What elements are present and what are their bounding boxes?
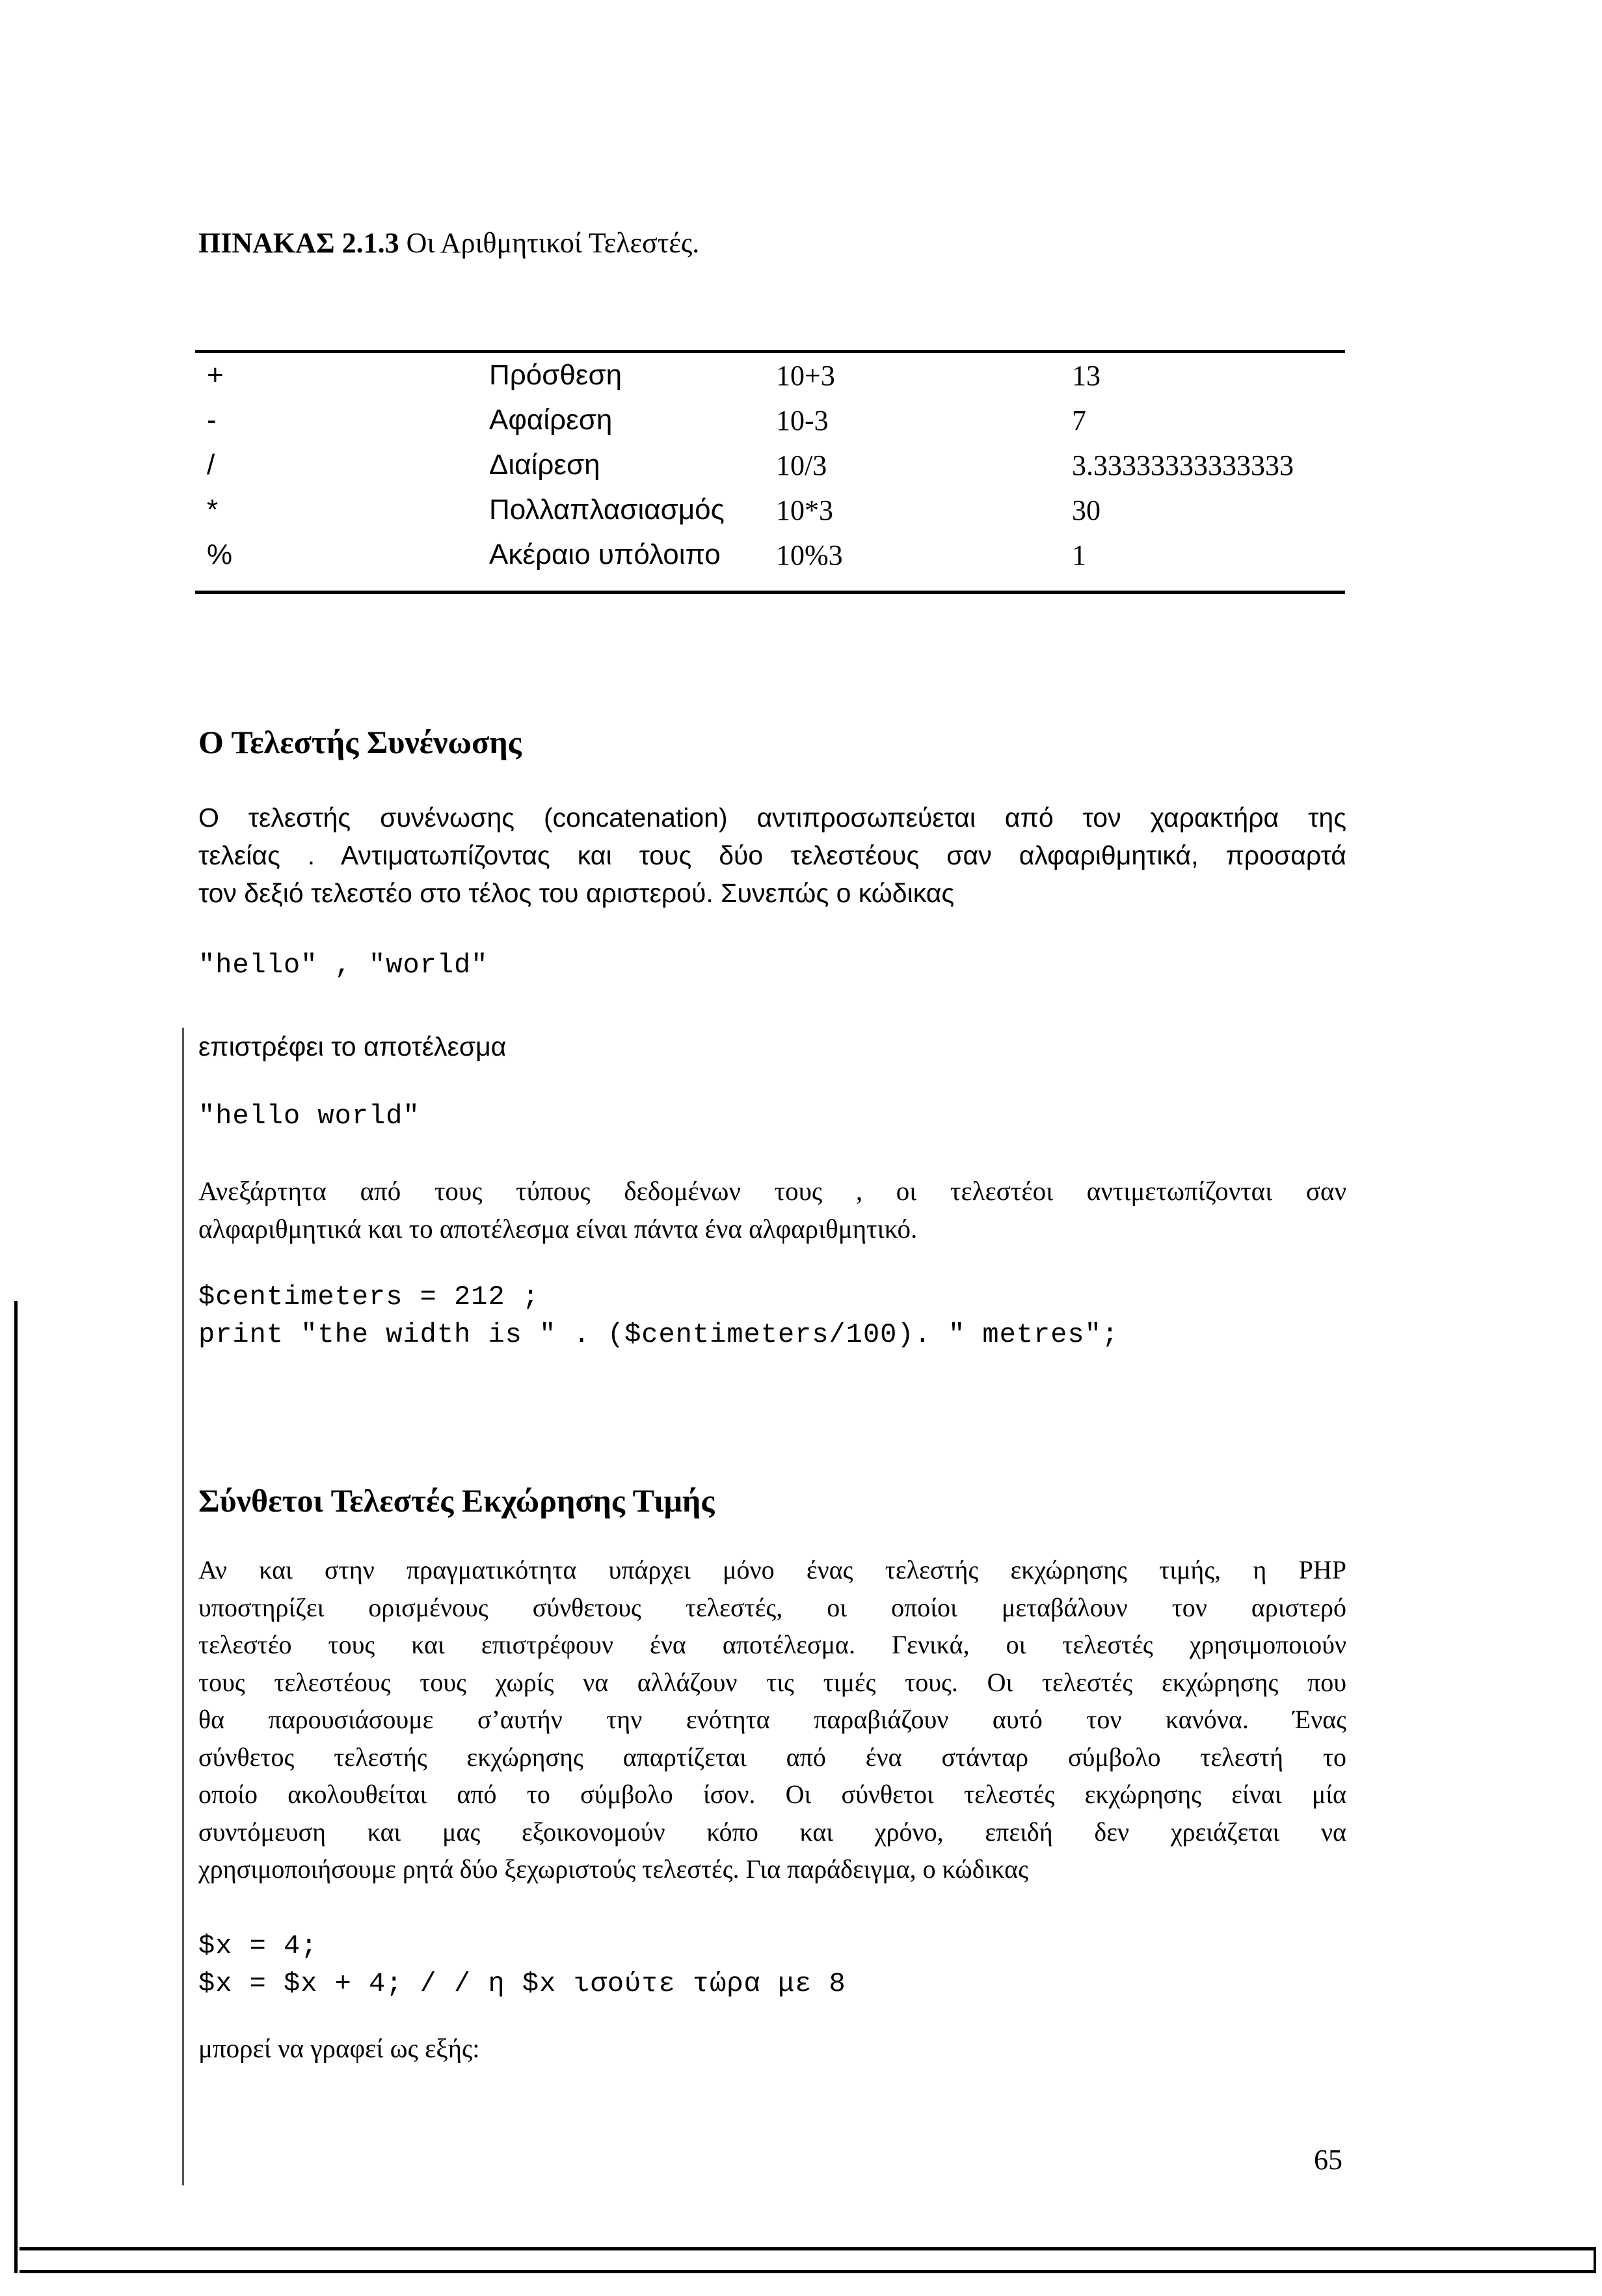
code-line: print "the width is " . ($centimeters/100). " metres"; (198, 1319, 1119, 1350)
table-row (0, 494, 1602, 539)
table-cell-name: Ακέραιο υπόλοιπο (489, 539, 721, 570)
table-cell-operator: / (207, 449, 215, 481)
table-row (0, 404, 1602, 449)
table-caption-text: Οι Αριθμητικοί Τελεστές. (406, 227, 700, 259)
table-cell-name: Πολλαπλασιασμός (489, 494, 725, 526)
code-line: "hello" , "world" (198, 950, 488, 981)
paragraph-line: συντόμευση και μας εξοικονομούν κόπο και χρόνο, επειδή δεν χρειάζεται να (198, 1817, 1346, 1847)
paragraph-line: τελεστέο τους και επιστρέφουν ένα αποτέλεσμα. Γενικά, οι τελεστές χρησιμοποιούν (198, 1630, 1346, 1659)
paragraph-line: θα παρουσιάσουμε σ’αυτήν την ενότητα παραβιάζουν αυτό τον κανόνα. Ένας (198, 1705, 1346, 1734)
table-row (0, 449, 1602, 494)
table-caption (198, 226, 699, 260)
paragraph-line: επιστρέφει το αποτέλεσμα (198, 1032, 507, 1061)
table-cell-operator: % (207, 539, 233, 570)
page-edge-left (14, 1301, 18, 2273)
scan-artifact-line (182, 1028, 184, 2185)
table-cell-name: Πρόσθεση (489, 359, 622, 391)
table-top-rule (195, 350, 1345, 353)
paragraph-line: Ο τελεστής συνένωσης (concatenation) αντιπροσωπεύεται από τον χαρακτήρα της (198, 803, 1346, 833)
table-cell-name: Αφαίρεση (489, 404, 613, 436)
paragraph-line: οποίο ακολουθείται από το σύμβολο ίσον. Οι σύνθετοι τελεστές εκχώρησης είναι μία (198, 1780, 1346, 1809)
code-line: $centimeters = 212 ; (198, 1281, 540, 1313)
paragraph-line: τον δεξιό τελεστέο στο τέλος του αριστερού. Συνεπώς ο κώδικας (198, 878, 955, 908)
paragraph-returns (198, 1028, 1346, 1065)
code-line: $x = $x + 4; / / η $x ισούτε τώρα με 8 (198, 1968, 846, 1999)
table-row (0, 539, 1602, 584)
paragraph-line: Αν και στην πραγματικότητα υπάρχει μόνο ένας τελεστής εκχώρησης τιμής, η PHP (198, 1555, 1346, 1584)
table-cell-example: 10+3 (776, 360, 835, 392)
paragraph-line: τελείας . Αντιματωπίζοντας και τους δύο τελεστέους σαν αλφαριθμητικά, προσαρτά (198, 840, 1346, 870)
paragraph-concatenation-intro (198, 799, 1346, 912)
section-heading-concatenation: Ο Τελεστής Συνένωσης (198, 724, 522, 760)
paragraph-line: αλφαριθμητικά και το αποτέλεσμα είναι πάντα ένα αλφαριθμητικό. (198, 1214, 918, 1244)
code-line: $x = 4; (198, 1930, 318, 1962)
table-cell-result: 7 (1072, 405, 1086, 436)
code-line: "hello world" (198, 1101, 420, 1132)
table-cell-name: Διαίρεση (489, 449, 600, 481)
page-edge-bottom (20, 2270, 1594, 2273)
table-row (0, 359, 1602, 405)
table-caption-label: ΠΙΝΑΚΑΣ 2.1.3 (198, 227, 399, 259)
table-cell-operator: - (207, 404, 217, 436)
table-cell-operator: + (207, 359, 224, 391)
section-heading-compound-assignment: Σύνθετοι Τελεστές Εκχώρησης Τιμής (198, 1482, 715, 1519)
paragraph-line: Ανεξάρτητα από τους τύπους δεδομένων τους , οι τελεστέοι αντιμετωπίζονται σαν (198, 1176, 1346, 1206)
paragraph-line: χρησιμοποιήσουμε ρητά δύο ξεχωριστούς τελεστές. Για παράδειγμα, ο κώδικας (198, 1854, 1028, 1884)
paragraph-can-be-written (198, 2029, 1346, 2067)
page-edge-bottom (20, 2247, 1594, 2250)
table-cell-example: 10/3 (776, 449, 827, 481)
paragraph-line: μπορεί να γραφεί ως εξής: (198, 2033, 480, 2063)
table-cell-example: 10%3 (776, 539, 843, 571)
paragraph-compound-assignment (198, 1551, 1346, 1888)
table-cell-operator: * (207, 494, 219, 526)
table-cell-example: 10-3 (776, 405, 829, 436)
table-cell-result: 30 (1072, 494, 1101, 526)
table-bottom-rule (195, 591, 1345, 594)
page-number: 65 (1314, 2144, 1342, 2176)
page-edge-right (1594, 2247, 1596, 2273)
table-cell-example: 10*3 (776, 494, 833, 526)
paragraph-line: σύνθετος τελεστής εκχώρησης απαρτίζεται από ένα στάνταρ σύμβολο τελεστή το (198, 1742, 1346, 1772)
table-cell-result: 1 (1072, 539, 1086, 571)
paragraph-line: υποστηρίζει ορισμένους σύνθετους τελεστές, οι οποίοι μεταβάλουν τον αριστερό (198, 1592, 1346, 1622)
table-cell-result: 13 (1072, 360, 1101, 392)
paragraph-data-types (198, 1172, 1346, 1248)
paragraph-line: τους τελεστέους τους χωρίς να αλλάζουν τις τιμές τους. Οι τελεστές εκχώρησης που (198, 1667, 1346, 1697)
table-cell-result: 3.33333333333333 (1072, 449, 1294, 481)
